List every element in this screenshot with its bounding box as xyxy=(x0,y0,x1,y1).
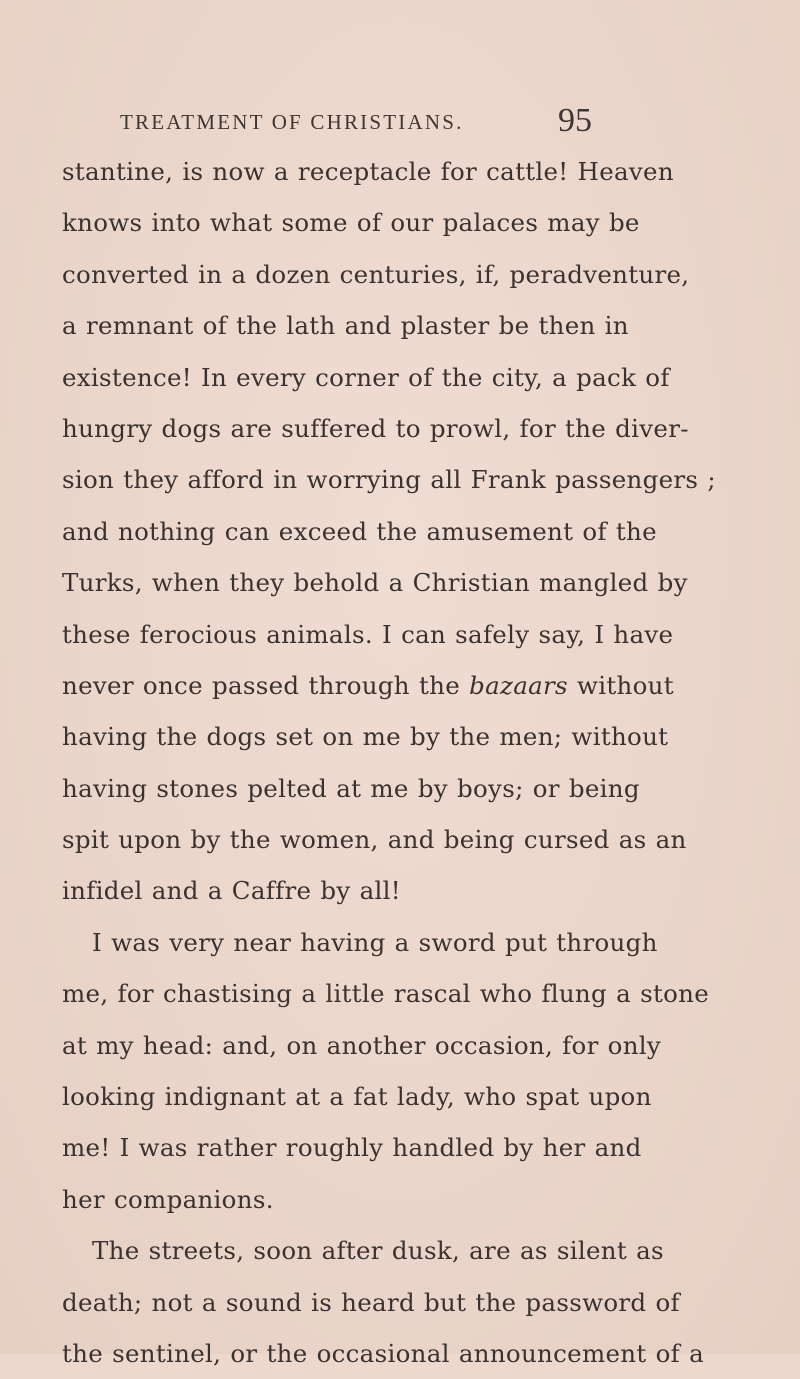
text-line: converted in a dozen centuries, if, peradventure, xyxy=(62,259,690,289)
paragraph-end-line: her companions. xyxy=(62,1184,274,1214)
page-number: 95 xyxy=(558,102,592,139)
paragraph-start-line: I was very near having a sword put through xyxy=(92,927,658,957)
text-line: a remnant of the lath and plaster be then in xyxy=(62,311,629,341)
text-line: Turks, when they behold a Christian mangled by xyxy=(62,568,688,598)
text-line: me! I was rather roughly handled by her and xyxy=(62,1133,642,1163)
text-line: stantine, is now a receptacle for cattle! Heaven xyxy=(62,157,674,186)
text-line: and nothing can exceed the amusement of the xyxy=(62,516,657,546)
text-line: these ferocious animals. I can safely say, I have xyxy=(62,619,674,649)
text-line: knows into what some of our palaces may be xyxy=(62,208,640,238)
running-head xyxy=(120,104,600,144)
paragraph-start-line: The streets, soon after dusk, are as silent as xyxy=(92,1236,664,1266)
text-line: hungry dogs are suffered to prowl, for the diver- xyxy=(62,413,689,443)
italic-word: bazaars xyxy=(469,670,568,700)
text-line: the sentinel, or the occasional announcement of a xyxy=(62,1338,705,1368)
text-line: having the dogs set on me by the men; without xyxy=(62,722,669,752)
text-line: at my head: and, on another occasion, for only xyxy=(62,1030,662,1060)
paragraph-end-line: infidel and a Caffre by all! xyxy=(62,876,401,906)
body-text xyxy=(62,146,716,1379)
text-line: looking indignant at a fat lady, who spat upon xyxy=(62,1082,652,1112)
running-title: TREATMENT OF CHRISTIANS. xyxy=(120,110,464,134)
text-line: spit upon by the women, and being cursed as an xyxy=(62,825,687,855)
text-line xyxy=(62,660,674,711)
text-line: death; not a sound is heard but the password of xyxy=(62,1287,680,1317)
text-segment: without xyxy=(567,670,674,700)
text-line: having stones pelted at me by boys; or being xyxy=(62,773,640,803)
text-line: me, for chastising a little rascal who flung a stone xyxy=(62,979,710,1009)
text-line: sion they afford in worrying all Frank passengers ; xyxy=(62,465,716,495)
text-segment: never once passed through the xyxy=(62,670,470,700)
text-line: existence! In every corner of the city, a pack of xyxy=(62,362,670,392)
